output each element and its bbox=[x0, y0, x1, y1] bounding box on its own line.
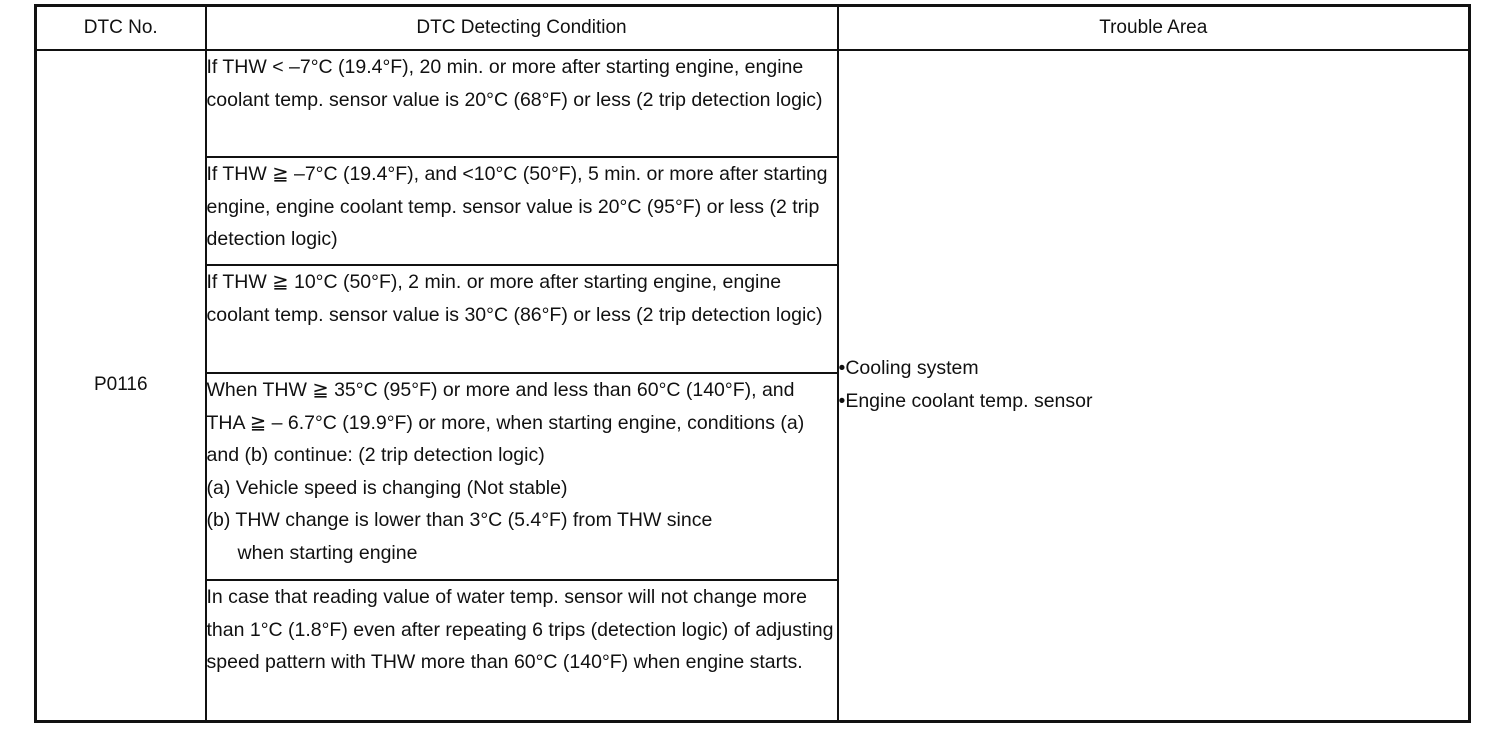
header-dtc-no: DTC No. bbox=[36, 6, 206, 51]
condition-4-text: When THW ≧ 35°C (95°F) or more and less than 60°C (140°F), and THA ≧ – 6.7°C (19.9°F) or more, when starting engine, conditions (a) and (b) continue: (2 trip detection logic) bbox=[206, 379, 805, 467]
dtc-table bbox=[34, 4, 1471, 723]
trouble-area-cell bbox=[838, 50, 1470, 721]
condition-1: If THW < –7°C (19.4°F), 20 min. or more after starting engine, engine coolant temp. sensor value is 20°C (68°F) or less (2 trip detection logic) bbox=[206, 50, 838, 157]
sub-condition-b bbox=[207, 504, 837, 569]
condition-2: If THW ≧ –7°C (19.4°F), and <10°C (50°F), 5 min. or more after starting engine, engine coolant temp. sensor value is 20°C (95°F) or less (2 trip detection logic) bbox=[206, 157, 838, 265]
sub-condition-label: (a) bbox=[206, 476, 231, 499]
condition-3: If THW ≧ 10°C (50°F), 2 min. or more after starting engine, engine coolant temp. sensor value is 30°C (86°F) or less (2 trip detection logic) bbox=[206, 265, 838, 373]
table-row bbox=[36, 50, 1470, 157]
trouble-area-item: •Cooling system bbox=[838, 357, 979, 380]
sub-condition-text: THW change is lower than 3°C (5.4°F) from THW since bbox=[235, 509, 713, 532]
sub-condition-label: (b) bbox=[206, 509, 231, 532]
condition-5: In case that reading value of water temp. sensor will not change more than 1°C (1.8°F) even after repeating 6 trips (detection logic) of adjusting speed pattern with THW more than 60°C (140°F) when engine starts. bbox=[206, 580, 838, 721]
trouble-area-item: •Engine coolant temp. sensor bbox=[838, 390, 1093, 413]
sub-condition-a bbox=[207, 472, 837, 505]
sub-condition-text-continued: when starting engine bbox=[237, 541, 418, 564]
condition-4 bbox=[206, 373, 838, 580]
header-row bbox=[36, 6, 1470, 51]
header-trouble-area: Trouble Area bbox=[838, 6, 1470, 51]
dtc-number: P0116 bbox=[36, 50, 206, 721]
header-detecting-condition: DTC Detecting Condition bbox=[206, 6, 838, 51]
sub-condition-text: Vehicle speed is changing (Not stable) bbox=[235, 476, 568, 499]
